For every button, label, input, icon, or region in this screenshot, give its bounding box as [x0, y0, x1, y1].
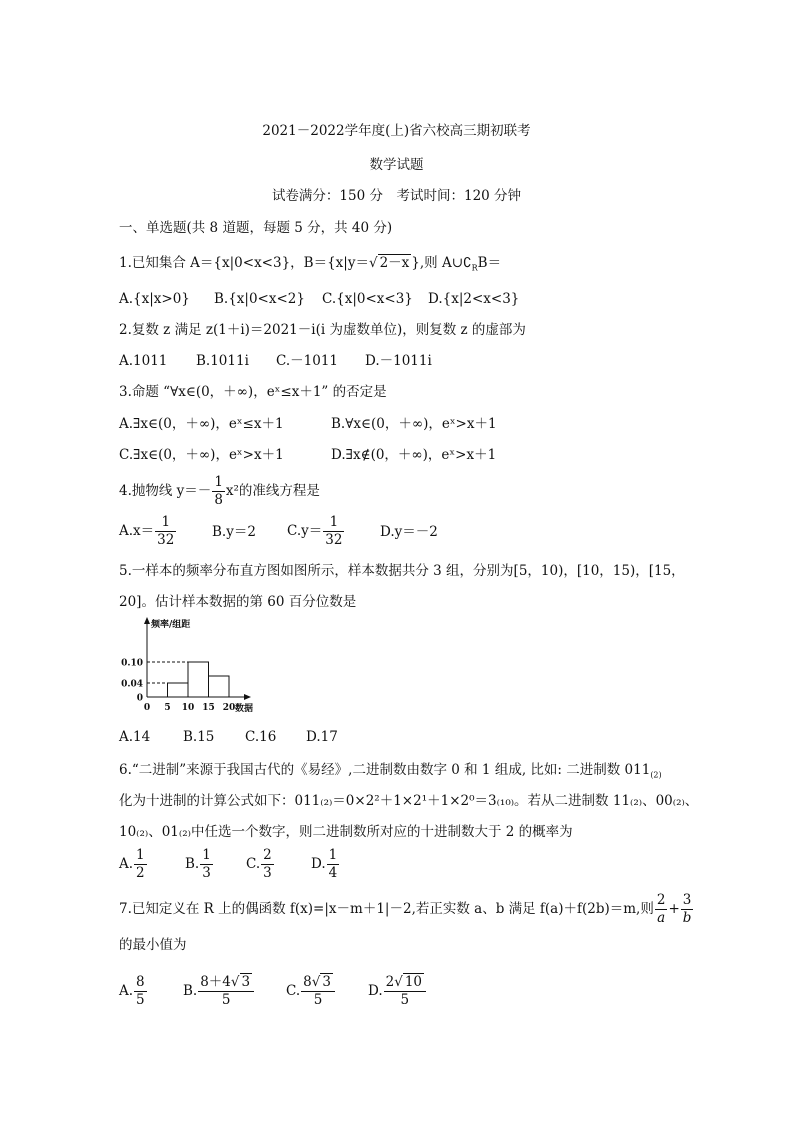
q1-sub: R	[471, 263, 478, 273]
q6-option-d-den: 4	[328, 864, 338, 881]
q7-option-c-fraction	[301, 976, 335, 1007]
q7-frac2-den: b	[682, 909, 692, 926]
q4-text-b: x²的准线方程是	[225, 483, 320, 499]
q7-option-b-num-sqrt: 3	[241, 974, 251, 990]
q7-option-c-den: 5	[313, 991, 323, 1008]
q6-option-d-label: D.	[311, 856, 326, 872]
q7-option-a-label: A.	[119, 983, 134, 999]
q1-sqrt-radicand: 2－x	[379, 255, 410, 271]
q7-option-c-num-sqrt: 3	[322, 974, 331, 990]
q7-option-a-den: 5	[136, 991, 145, 1008]
q7-frac-2-over-a	[655, 894, 668, 925]
x-tick-label: 15	[202, 703, 215, 713]
x-tick-label: 10	[181, 703, 195, 713]
q4-option-d: D.y＝－2	[380, 524, 438, 540]
question-1-stem	[119, 257, 501, 273]
q4-option-c-fraction	[323, 516, 344, 547]
q7-option-c-num: 8√ 3	[301, 976, 335, 992]
section-heading: 一、单选题(共 8 道题，每题 5 分，共 40 分)	[119, 220, 393, 236]
q6-option-a-fraction	[134, 849, 147, 880]
x-axis-label: 数据	[235, 704, 254, 714]
q7-line1-text: 7.已知定义在 R 上的偶函数 f(x)=|x－m＋1|－2,若正实数 a、b 满足 f(a)＋f(2b)＝m,则	[119, 901, 654, 917]
q2-option-b: B.1011i	[196, 353, 249, 369]
q7-frac1-num: 2	[656, 892, 666, 908]
q4-option-c-den: 32	[325, 531, 343, 548]
q7-plus: +	[668, 901, 680, 917]
y-tick-label: 0.04	[121, 679, 143, 690]
q1-text-b: },则 A∪∁	[411, 255, 472, 271]
histogram-bar	[188, 662, 209, 697]
q2-option-c: C.－1011	[276, 353, 338, 369]
q7-option-b-num: 8＋4√ 3	[198, 976, 254, 992]
question-6-line3: 10₍₂₎、01₍₂₎中任选一个数字，则二进制数所对应的十进制数大于 2 的概率为	[119, 824, 573, 840]
q7-option-c-num-a: 8	[303, 974, 312, 990]
q7-frac-3-over-b	[681, 894, 694, 925]
x-tick-label: 0	[143, 703, 151, 713]
q1-option-b: B.{x|0<x<2}	[214, 291, 305, 307]
question-7-line2: 的最小值为	[119, 937, 187, 953]
q4-option-c-num: 1	[323, 516, 344, 532]
q6-option-d-num: 1	[328, 847, 338, 863]
q4-fraction	[212, 476, 225, 507]
q6-option-a	[119, 849, 148, 880]
q7-option-b-label: B.	[183, 983, 198, 999]
question-7-line1	[119, 894, 694, 925]
q1-option-a: A.{x|x>0}	[119, 291, 190, 307]
q3-option-b: B.∀x∈(0，＋∞)，eˣ>x＋1	[331, 416, 497, 432]
x-tick-label: 20	[222, 703, 236, 713]
y-tick-label: 0.10	[121, 658, 143, 669]
q7-option-d-num-a: 2	[385, 974, 395, 990]
subject-title: 数学试题	[369, 157, 424, 173]
q6-line1-sub: (2)	[650, 770, 662, 780]
question-6-line1	[119, 764, 662, 780]
q6-option-b-fraction	[200, 849, 213, 880]
q1-text-c: B＝	[477, 255, 502, 271]
q3-option-a: A.∃x∈(0，＋∞)，eˣ≤x＋1	[119, 416, 284, 432]
q6-option-d-fraction	[327, 849, 340, 880]
exam-title: 2021－2022学年度(上)省六校高三期初联考	[262, 123, 531, 139]
q7-option-d-num-sqrt: 10	[404, 974, 423, 990]
q6-option-d	[311, 849, 340, 880]
question-6-line2: 化为十进制的计算公式如下：011₍₂₎＝0×2²＋1×2¹＋1×2⁰＝3₍₁₀₎。若从二进制数 11₍₂₎、00₍₂₎、	[119, 793, 699, 809]
q6-option-b-num: 1	[202, 847, 211, 863]
q5-option-b: B.15	[183, 729, 215, 745]
q2-option-d: D.－1011i	[365, 353, 432, 369]
histogram-bar	[168, 683, 189, 697]
q7-option-b-den: 5	[221, 991, 231, 1008]
frequency-histogram	[121, 615, 275, 720]
question-5-stem-line2: 20]。估计样本数据的第 60 百分位数是	[119, 594, 357, 610]
q7-option-d-fraction	[384, 976, 426, 1007]
q6-option-c-num: 2	[263, 847, 272, 863]
q6-option-a-num: 1	[136, 847, 145, 863]
q7-option-b-fraction	[198, 976, 254, 1007]
q1-option-d: D.{x|2<x<3}	[428, 291, 520, 307]
q4-option-a-num: 1	[155, 516, 176, 532]
q5-option-a: A.14	[119, 729, 151, 745]
q4-frac-num: 1	[214, 474, 223, 490]
q2-option-a: A.1011	[119, 353, 168, 369]
histogram-bar	[209, 676, 230, 697]
question-3-stem: 3.命题 “∀x∈(0，＋∞)，eˣ≤x＋1” 的否定是	[119, 384, 387, 400]
q5-option-c: C.16	[245, 729, 277, 745]
q4-option-c	[287, 516, 345, 547]
q3-option-c: C.∃x∈(0，＋∞)，eˣ>x＋1	[119, 447, 284, 463]
q7-option-b-num-a: 8＋4	[200, 974, 231, 990]
q6-option-b	[185, 849, 214, 880]
q1-option-c: C.{x|0<x<3}	[322, 291, 413, 307]
q7-frac1-den: a	[657, 909, 666, 926]
x-axis-arrow	[244, 694, 251, 700]
q6-option-c-den: 3	[263, 864, 272, 881]
q7-option-d-label: D.	[368, 983, 383, 999]
q6-option-b-den: 3	[202, 864, 211, 881]
q4-option-a	[119, 516, 177, 547]
q7-option-a-num: 8	[136, 974, 145, 990]
q5-option-d: D.17	[306, 729, 338, 745]
q6-option-c-label: C.	[246, 856, 261, 872]
q4-text-a: 4.抛物线 y＝－	[119, 483, 212, 499]
q7-option-c	[286, 976, 336, 1007]
q7-option-c-label: C.	[286, 983, 301, 999]
question-4-stem	[119, 476, 320, 507]
x-tick-label: 5	[164, 703, 171, 713]
q7-option-d	[368, 976, 427, 1007]
q7-option-b	[183, 976, 255, 1007]
q4-option-c-label: C.y＝	[287, 523, 323, 539]
q7-option-d-den: 5	[400, 991, 410, 1008]
q7-option-a-fraction	[134, 976, 147, 1007]
q7-option-a	[119, 976, 148, 1007]
q7-option-d-num: 2√ 10	[384, 976, 426, 992]
sqrt-symbol: √	[368, 255, 378, 271]
y-axis-arrow	[144, 617, 150, 624]
y-axis-label: 频率/组距	[151, 620, 191, 630]
y-tick-label: 0	[136, 693, 143, 704]
question-5-stem-line1: 5.一样本的频率分布直方图如图所示，样本数据共分 3 组，分别为[5，10)，[10，15)，[15，	[119, 563, 685, 579]
q6-option-c	[246, 849, 275, 880]
q6-line1-text: 6.“二进制”来源于我国古代的《易经》,二进制数由数字 0 和 1 组成, 比如: 二进制数 011	[119, 762, 651, 778]
q4-option-a-den: 32	[157, 531, 175, 548]
q6-option-a-den: 2	[136, 864, 145, 881]
q4-option-a-label: A.x＝	[119, 523, 155, 539]
q6-option-c-fraction	[261, 849, 274, 880]
q6-option-a-label: A.	[119, 856, 134, 872]
exam-info: 试卷满分：150 分 考试时间：120 分钟	[271, 188, 522, 204]
q7-frac2-num: 3	[681, 894, 694, 910]
q6-option-b-label: B.	[185, 856, 200, 872]
q1-text-a: 1.已知集合 A＝{x|0<x<3}，B＝{x|y＝	[119, 255, 369, 271]
q4-option-a-fraction	[155, 516, 176, 547]
q3-option-d: D.∃x∉(0，＋∞)，eˣ>x＋1	[331, 447, 497, 463]
q4-frac-den: 8	[214, 491, 223, 508]
question-2-stem: 2.复数 z 满足 z(1＋i)＝2021－i(i 为虚数单位)，则复数 z 的虚部为	[119, 322, 526, 338]
q4-option-b: B.y＝2	[212, 524, 256, 540]
